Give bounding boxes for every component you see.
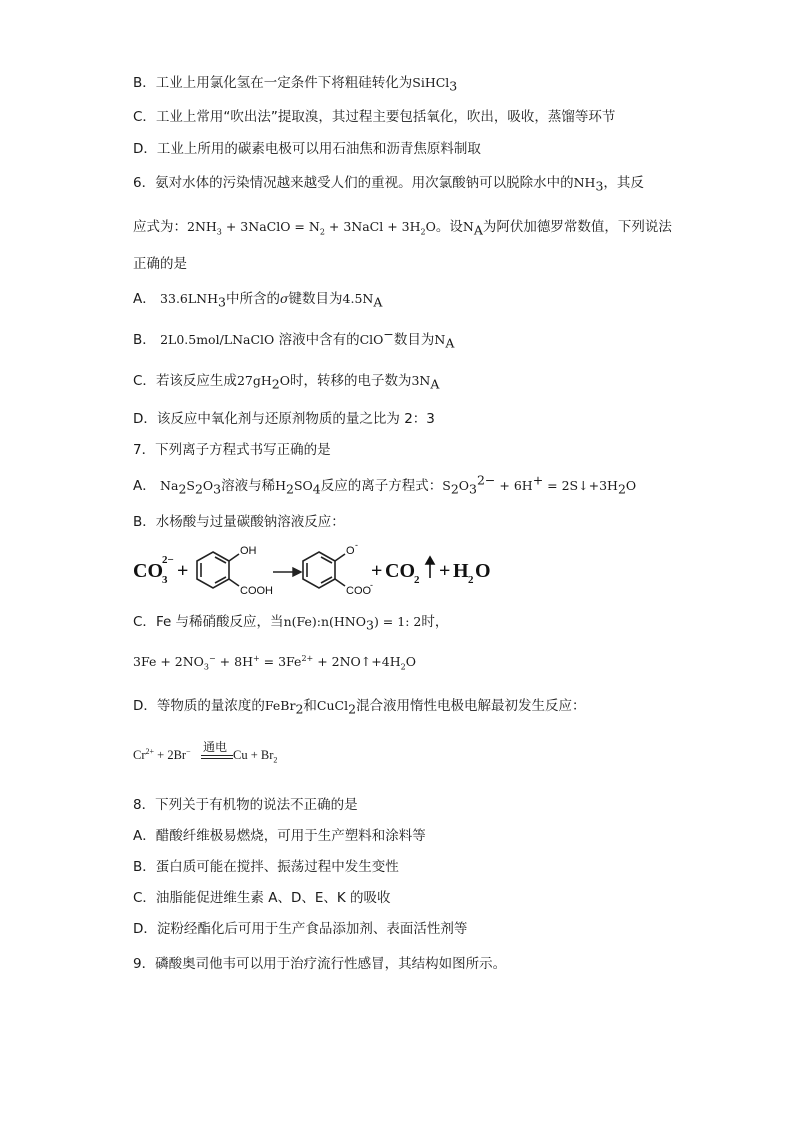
q6-option-d: D．该反应中氧化剂与还原剂物质的量之比为 2：3 bbox=[133, 411, 435, 427]
q8-option-b: B．蛋白质可能在搅拌、振荡过程中发生变性 bbox=[133, 859, 399, 875]
q7-option-d: D．等物质的量浓度的FeBr$_2$和CuCl$_2$混合液用惰性电极电解最初发生反应： bbox=[133, 698, 586, 717]
q6-option-a: A． $33.6LNH_3$中所含的σ键数目为$4.5N_A$ bbox=[133, 291, 383, 310]
q7-stem: 7．下列离子方程式书写正确的是 bbox=[133, 442, 331, 458]
q6-option-b: B． 2L0.5mol/LNaClO 溶液中含有的ClO−数目为$N_A$ bbox=[133, 326, 455, 351]
svg-text:+: + bbox=[439, 560, 451, 582]
salicylic-acid-structure bbox=[197, 552, 239, 588]
gas-up-arrow-icon bbox=[426, 557, 434, 578]
q6-stem-line3: 正确的是 bbox=[133, 256, 187, 272]
svg-text:2: 2 bbox=[414, 574, 420, 586]
svg-text:+: + bbox=[177, 560, 189, 582]
q7-option-c: C．Fe 与稀硝酸反应，当$n(Fe):n(HNO_3) = 1$: 2时， bbox=[133, 614, 449, 633]
q7-option-a: A． $Na_2S_2O_3$溶液与稀$H_2SO_4$反应的离子方程式：$S_2O_3^{2-} + 6H^+$ = $2S↓+3H_2O$ bbox=[133, 472, 637, 497]
svg-text:2−: 2− bbox=[162, 554, 174, 566]
q5-option-d: D．工业上所用的碳素电极可以用石油焦和沥青焦原料制取 bbox=[133, 141, 481, 157]
q8-option-a: A．醋酸纤维极易燃烧，可用于生产塑料和涂料等 bbox=[133, 828, 426, 844]
svg-text:COOH: COOH bbox=[240, 585, 273, 597]
q8-option-c: C．油脂能促进维生素 A、D、E、K 的吸收 bbox=[133, 890, 391, 906]
svg-text:2: 2 bbox=[468, 574, 474, 586]
q8-option-d: D．淀粉经酯化后可用于生产食品添加剂、表面活性剂等 bbox=[133, 921, 468, 937]
svg-text:+: + bbox=[371, 560, 383, 582]
svg-text:3: 3 bbox=[162, 574, 168, 586]
q9-stem: 9．磷酸奥司他韦可以用于治疗流行性感冒，其结构如图所示。 bbox=[133, 956, 507, 972]
svg-text:O: O bbox=[346, 545, 355, 557]
q7-option-c-equation: $3Fe + 2NO_3^- + 8H^+ = 3Fe^{2+}$ + $2NO↑+4H_2O$ bbox=[133, 653, 416, 672]
electrolysis-condition: 通电 bbox=[203, 740, 228, 754]
q6-option-c: C．若该反应生成$27gH_2O$时，转移的电子数为$3N_A$ bbox=[133, 373, 440, 392]
q6-equation: $2NH_3$ + 3NaClO = $N_2$ + 3NaCl + $3H_2O$ bbox=[187, 219, 436, 237]
svg-text:OH: OH bbox=[240, 545, 257, 557]
q5-option-b: B．工业上用氯化氢在一定条件下将粗硅转化为SiHCl$_3$ bbox=[133, 75, 458, 94]
q7-option-b: B．水杨酸与过量碳酸钠溶液反应： bbox=[133, 514, 345, 530]
svg-text:COO: COO bbox=[346, 585, 372, 597]
q8-stem: 8．下列关于有机物的说法不正确的是 bbox=[133, 797, 358, 813]
svg-text:O: O bbox=[475, 560, 491, 582]
q6-stem-line2: 应式为：$2NH_3$ + 3NaClO = $N_2$ + 3NaCl + $3H_2O$。设$N_A$为阿伏加德罗常数值，下列说法 bbox=[133, 219, 672, 238]
svg-text:-: - bbox=[370, 580, 373, 590]
svg-text:-: - bbox=[355, 540, 358, 550]
svg-text:CO: CO bbox=[385, 560, 415, 582]
carbonate-label: CO bbox=[133, 560, 163, 582]
reaction-arrow-icon bbox=[273, 568, 301, 576]
salicylate-structure bbox=[303, 552, 345, 588]
q5-option-c: C．工业上常用“吹出法”提取溴，其过程主要包括氧化，吹出，吸收，蒸馏等环节 bbox=[133, 109, 616, 125]
svg-text:H: H bbox=[453, 560, 469, 582]
salicylic-reaction-diagram bbox=[133, 540, 513, 600]
q6-stem-line1: 6．氨对水体的污染情况越来越受人们的重视。用次氯酸钠可以脱除水中的$NH_3$，其反 bbox=[133, 175, 644, 194]
q7-option-d-equation: 通电 $Cr^{2+} + 2Br^-$ $Cu + Br_2$ bbox=[133, 740, 278, 765]
